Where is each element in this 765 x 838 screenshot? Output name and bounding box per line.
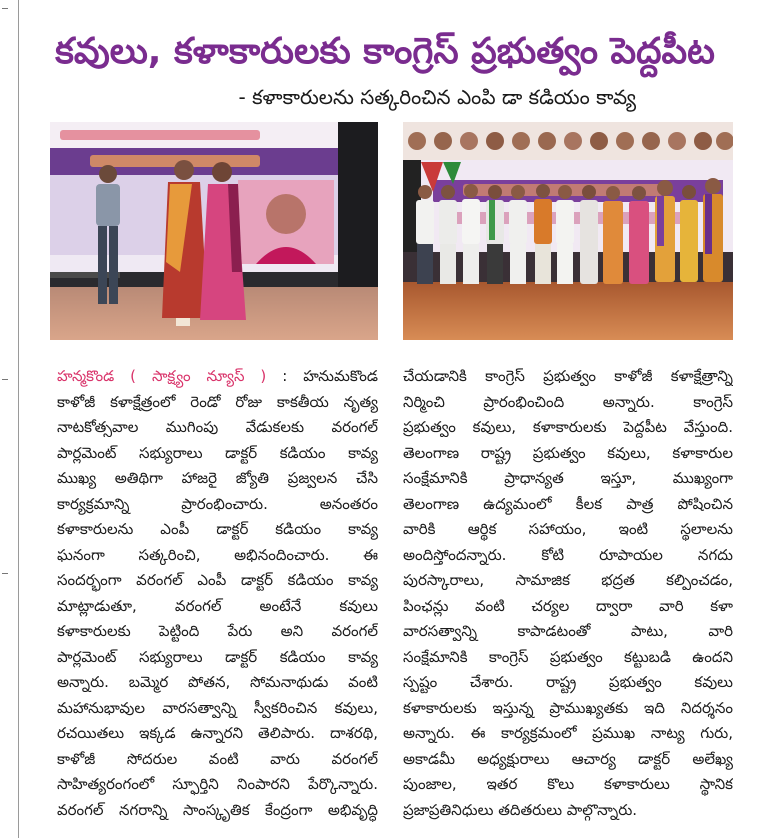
- article-text-line: కళాకారులను ఎంపీ డాక్టర్ కడియం కావ్య: [57, 520, 378, 538]
- article-text-line: కాళోజీ సోదరుల వంటి వారు వరంగల్: [57, 749, 378, 768]
- article-text-line: ఘనంగా సత్కరించి, అభినందించారు. ఈ: [57, 545, 378, 564]
- page-edge-tick: [2, 8, 8, 9]
- dateline-text: : హనుమకొండ: [282, 367, 378, 385]
- article-text-line: రచయితలు ఇక్కడ ఉన్నారని తెలిపారు. దాశరథి,: [57, 724, 378, 742]
- article-text-line: మహానుభావుల వారసత్వాన్ని స్వీకరించిన కవులు,: [57, 698, 378, 717]
- photo-scene-felicitation: [50, 122, 378, 340]
- article-text-line: కళాకారులకు ఇస్తున్న ప్రాముఖ్యతకు ఇది నిదర్శనం: [403, 698, 733, 717]
- article-text-line: చేయడానికి కాంగ్రెస్ ప్రభుత్వం కాళోజీ కళాక్షేత్రాన్ని: [403, 367, 733, 385]
- article-text-line: సందర్భంగా వరంగల్ ఎంపీ డాక్టర్ కడియం కావ్య: [57, 571, 378, 589]
- article-text-line: కళాకారులకు పెట్టింది పేరు అని వరంగల్: [57, 622, 378, 640]
- article-column-right: [403, 364, 733, 823]
- article-text-line: అన్నారు. బమ్మెర పోతన, సోమనాథుడు వంటి: [57, 673, 378, 691]
- article-text-line: వరంగల్ నగరాన్ని సాంస్కృతిక కేంద్రంగా అభివృద్ధి: [57, 800, 378, 819]
- article-dateline: [57, 364, 378, 390]
- article-text-line: సంక్షేమానికి ప్రాధాన్యత ఇస్తూ, ముఖ్యంగా: [403, 469, 733, 487]
- article-text-line: ప్రజాప్రతినిధులు తదితరులు పాల్గొన్నారు.: [403, 800, 638, 819]
- portrait-strip: [403, 122, 733, 160]
- page-edge-rule: [18, 0, 19, 838]
- article-text-line: స్పష్టం చేశారు. రాష్ట్ర ప్రభుత్వం కవులు: [403, 673, 733, 691]
- dateline-label: హన్మకొండ ( సాక్ష్యం న్యూస్ ): [57, 367, 267, 385]
- article-text-line: సాహిత్యరంగంలో స్ఫూర్తిని నింపారని పేర్కొన్నారు.: [57, 775, 378, 793]
- article-text-line: కార్యక్రమాన్ని ప్రారంభించారు. అనంతరం: [57, 494, 378, 513]
- article-text-line: ప్రభుత్వం కవులు, కళాకారులకు పెద్దపీట వేస్తుంది.: [403, 418, 733, 436]
- article-headline: కవులు, కళాకారులకు కాంగ్రెస్ ప్రభుత్వం పెద్దపీట: [55, 31, 715, 72]
- article-text-line: పురస్కారాలు, సామాజిక భద్రత కల్పించడం,: [403, 571, 733, 589]
- article-text-line: మాట్లాడుతూ, వరంగల్ అంటేనే కవులు: [57, 596, 378, 615]
- article-text-line: సంక్షేమానికి కాంగ్రెస్ ప్రభుత్వం కట్టుబడి ఉందని: [403, 647, 733, 666]
- article-text-line: అందిస్తోందన్నారు. కోటి రూపాయల నగదు: [403, 545, 733, 564]
- article-text-line: పార్లమెంట్ సభ్యురాలు డాక్టర్ కడియం కావ్య: [57, 443, 378, 462]
- article-text-line: ముఖ్య అతిథిగా హాజరై జ్యోతి ప్రజ్వలన చేసి: [57, 469, 378, 487]
- article-text-line: పుంజాల, ఇతర కొలు కళాకారులు స్థానిక: [403, 775, 733, 793]
- article-subheadline: - కళాకారులను సత్కరించిన ఎంపి డా కడియం కావ్య: [238, 85, 636, 109]
- article-text-line: అకాడమీ అధ్యక్షురాలు ఆచార్య డాక్టర్ అలేఖ్య: [403, 749, 733, 768]
- article-text-line: కాళోజీ కళాక్షేత్రంలో రెండో రోజు కాకతీయ నృత్య: [57, 392, 378, 411]
- article-text-line: వారసత్వాన్ని కాపాడటంతో పాటు, వారి: [403, 622, 733, 640]
- article-text-line: అన్నారు. ఈ కార్యక్రమంలో ప్రముఖ నాట్య గురు,: [403, 724, 733, 742]
- event-photo-group: [403, 122, 733, 340]
- page-edge-tick: [2, 379, 8, 380]
- article-text-line: తెలంగాణ ఉద్యమంలో కీలక పాత్ర పోషించిన: [403, 494, 733, 513]
- article-text-line: పార్లమెంట్ సభ్యురాలు డాక్టర్ కడియం కావ్య: [57, 647, 378, 666]
- article-text-line: వారికి ఆర్థిక సహాయం, ఇంటి స్థలాలను: [403, 520, 733, 538]
- article-text-line: నాటకోత్సవాల ముగింపు వేడుకలకు వరంగల్: [57, 418, 378, 436]
- event-photo-felicitation: [50, 122, 378, 340]
- article-text-line: నిర్మించి ప్రారంభించింది అన్నారు. కాంగ్రెస్: [403, 392, 733, 411]
- article-text-line: పింఛన్లు వంటి చర్యల ద్వారా వారి కళా: [403, 596, 733, 615]
- photo-scene-group: [403, 122, 733, 340]
- article-column-left: [57, 364, 378, 823]
- page-edge-tick: [2, 573, 8, 574]
- article-text-line: తెలంగాణ రాష్ట్ర ప్రభుత్వం కవులు, కళాకారుల: [403, 443, 733, 462]
